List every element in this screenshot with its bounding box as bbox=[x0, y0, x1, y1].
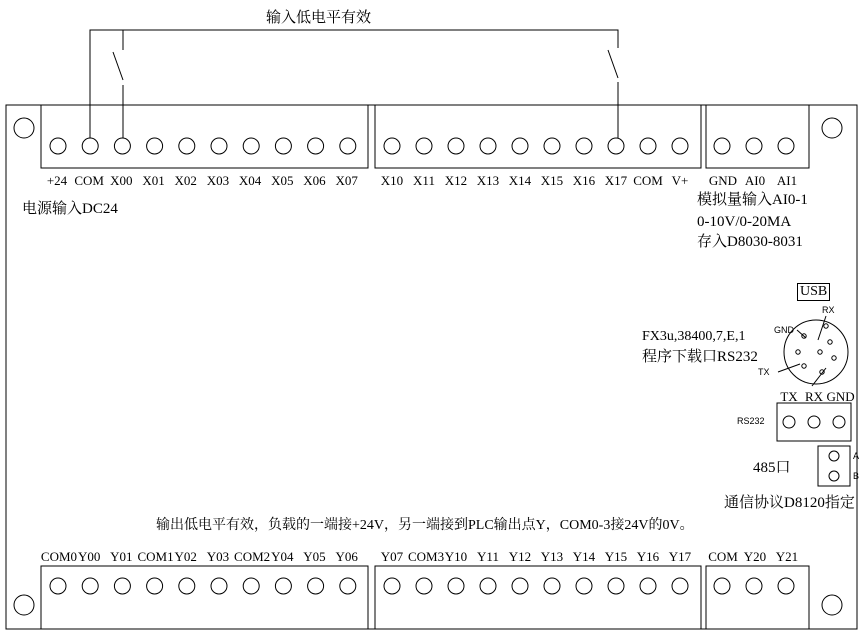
pin-label: Y13 bbox=[540, 549, 564, 564]
pin-label: X12 bbox=[444, 173, 468, 188]
input-block1-screw-0 bbox=[50, 138, 66, 154]
pin-label: GND bbox=[826, 389, 855, 404]
mini-din-rx-label: RX bbox=[822, 305, 835, 315]
input-block1-screw-9 bbox=[340, 138, 356, 154]
output-block1-screw-6 bbox=[243, 578, 259, 594]
input-block1-screw-6 bbox=[243, 138, 259, 154]
output-block2-screw-4 bbox=[512, 578, 528, 594]
output-block1-labels bbox=[41, 549, 363, 565]
pin-label: X02 bbox=[174, 173, 197, 188]
output-block2 bbox=[375, 566, 701, 629]
mini-din-tx-label: TX bbox=[758, 367, 770, 377]
output-block2-housing bbox=[375, 566, 701, 629]
pin-label: Y00 bbox=[77, 549, 101, 564]
download-port-note: 程序下载口RS232 bbox=[642, 349, 758, 365]
pin-label: GND bbox=[708, 173, 738, 188]
pin-label: Y07 bbox=[380, 549, 404, 564]
input-block1-screw-2 bbox=[114, 138, 130, 154]
analog-block-housing bbox=[706, 105, 809, 168]
pin-label: Y10 bbox=[444, 549, 468, 564]
output-block2-screw-3 bbox=[480, 578, 496, 594]
output-block1-housing bbox=[41, 566, 368, 629]
rs232-terminal bbox=[777, 403, 851, 441]
input-block1-screw-5 bbox=[211, 138, 227, 154]
analog-block-labels bbox=[707, 173, 803, 189]
pin-label: X04 bbox=[238, 173, 262, 188]
pin-label: Y16 bbox=[636, 549, 660, 564]
pin-label: Y06 bbox=[335, 549, 358, 564]
output-block1-screw-2 bbox=[114, 578, 130, 594]
output-block1-screw-8 bbox=[308, 578, 324, 594]
input-block2-screw-3 bbox=[480, 138, 496, 154]
output-block2-screw-0 bbox=[384, 578, 400, 594]
input-block2-screw-8 bbox=[640, 138, 656, 154]
pin-label: X16 bbox=[572, 173, 596, 188]
output-block3-labels bbox=[707, 549, 803, 565]
pin-label: COM1 bbox=[137, 549, 174, 564]
input-block1-screw-8 bbox=[308, 138, 324, 154]
pin-label: X05 bbox=[271, 173, 294, 188]
pin-label: Y03 bbox=[206, 549, 230, 564]
analog-block bbox=[706, 105, 809, 168]
input-block2 bbox=[375, 105, 701, 168]
pin-label: Y14 bbox=[572, 549, 596, 564]
output-block2-screw-2 bbox=[448, 578, 464, 594]
input-block1-labels bbox=[41, 173, 363, 189]
rs485-pin-a: A bbox=[853, 451, 860, 461]
output-block1-screw-9 bbox=[340, 578, 356, 594]
rs485-label: 485口 bbox=[753, 460, 791, 476]
rs232-label: RS232 bbox=[737, 416, 765, 426]
output-block1-screw-5 bbox=[211, 578, 227, 594]
input-block2-housing bbox=[375, 105, 701, 168]
pin-label: X03 bbox=[206, 173, 230, 188]
output-block1 bbox=[41, 566, 368, 629]
mounting-hole-bl bbox=[14, 595, 34, 615]
output-block1-screw-3 bbox=[147, 578, 163, 594]
pin-label: RX bbox=[804, 389, 824, 404]
input-block2-labels bbox=[376, 173, 696, 189]
pin-label: COM2 bbox=[234, 549, 271, 564]
pin-label: COM bbox=[74, 173, 104, 188]
output-block2-screw-8 bbox=[640, 578, 656, 594]
pin-label: COM bbox=[708, 549, 738, 564]
output-block2-screw-5 bbox=[544, 578, 560, 594]
pin-label: Y17 bbox=[668, 549, 692, 564]
pin-label: V+ bbox=[671, 173, 689, 188]
pin-label: TX bbox=[780, 389, 798, 404]
input-block2-screw-1 bbox=[416, 138, 432, 154]
analog-note-line2: 0-10V/0-20MA bbox=[697, 214, 792, 230]
input-block1-screw-1 bbox=[82, 138, 98, 154]
pin-label: AI0 bbox=[744, 173, 766, 188]
pin-label: COM bbox=[633, 173, 663, 188]
pin-label: X06 bbox=[303, 173, 326, 188]
input-block1-screw-7 bbox=[275, 138, 291, 154]
pin-label: X13 bbox=[476, 173, 500, 188]
rs232-pin-labels bbox=[777, 389, 855, 405]
pin-label: X17 bbox=[604, 173, 628, 188]
input-block2-screw-4 bbox=[512, 138, 528, 154]
protocol-note: 通信协议D8120指定 bbox=[724, 495, 855, 511]
output-block1-screw-7 bbox=[275, 578, 291, 594]
output-block3-screw-2 bbox=[778, 578, 794, 594]
pin-label: X10 bbox=[380, 173, 404, 188]
pin-label: X11 bbox=[413, 173, 435, 188]
input-block1-screw-3 bbox=[147, 138, 163, 154]
pin-label: Y20 bbox=[743, 549, 767, 564]
output-block1-screw-0 bbox=[50, 578, 66, 594]
pin-label: Y02 bbox=[174, 549, 197, 564]
pin-label: Y05 bbox=[303, 549, 326, 564]
pin-label: Y04 bbox=[271, 549, 294, 564]
analog-block-screw-1 bbox=[746, 138, 762, 154]
rs485-terminal bbox=[818, 446, 850, 486]
pin-label: X00 bbox=[110, 173, 133, 188]
output-block3 bbox=[706, 566, 809, 629]
input-block2-screw-5 bbox=[544, 138, 560, 154]
output-block1-screw-4 bbox=[179, 578, 195, 594]
output-active-low-note: 输出低电平有效，负载的一端接+24V，另一端接到PLC输出点Y，COM0-3接24V的0V。 bbox=[156, 518, 694, 533]
analog-block-screw-0 bbox=[714, 138, 730, 154]
output-block2-screw-7 bbox=[608, 578, 624, 594]
input-block2-screw-9 bbox=[672, 138, 688, 154]
mini-din-gnd-label: GND bbox=[774, 325, 794, 335]
output-block2-screw-1 bbox=[416, 578, 432, 594]
input-block2-screw-0 bbox=[384, 138, 400, 154]
pin-label: COM0 bbox=[40, 549, 78, 564]
pin-label: Y01 bbox=[110, 549, 133, 564]
power-input-note: 电源输入DC24 bbox=[22, 201, 118, 217]
output-block2-screw-9 bbox=[672, 578, 688, 594]
pin-label: Y11 bbox=[477, 549, 499, 564]
mounting-hole-tl bbox=[14, 118, 34, 138]
download-params: FX3u,38400,7,E,1 bbox=[642, 329, 746, 344]
output-block2-screw-6 bbox=[576, 578, 592, 594]
pin-label: X01 bbox=[142, 173, 165, 188]
pin-label: Y21 bbox=[775, 549, 799, 564]
pin-label: Y15 bbox=[604, 549, 628, 564]
input-block2-screw-7 bbox=[608, 138, 624, 154]
output-block2-labels bbox=[376, 549, 696, 565]
pin-label: COM3 bbox=[408, 549, 445, 564]
mounting-hole-br bbox=[822, 595, 842, 615]
input-switch-wiring bbox=[90, 30, 618, 138]
pin-label: X15 bbox=[540, 173, 564, 188]
analog-note-line3: 存入D8030-8031 bbox=[697, 234, 803, 250]
output-block3-screw-1 bbox=[746, 578, 762, 594]
pin-label: +24 bbox=[46, 173, 68, 188]
pin-label: X14 bbox=[508, 173, 532, 188]
pin-label: AI1 bbox=[776, 173, 798, 188]
input-block2-screw-6 bbox=[576, 138, 592, 154]
analog-note-line1: 模拟量输入AI0-1 bbox=[697, 192, 808, 208]
mounting-hole-tr bbox=[822, 118, 842, 138]
output-block3-screw-0 bbox=[714, 578, 730, 594]
input-active-low-note: 输入低电平有效 bbox=[266, 10, 372, 26]
output-block3-housing bbox=[706, 566, 809, 629]
pin-label: X07 bbox=[335, 173, 358, 188]
output-block1-screw-1 bbox=[82, 578, 98, 594]
input-block2-screw-2 bbox=[448, 138, 464, 154]
input-block1-screw-4 bbox=[179, 138, 195, 154]
pin-label: Y12 bbox=[508, 549, 532, 564]
analog-block-screw-2 bbox=[778, 138, 794, 154]
rs485-pin-b: B bbox=[853, 471, 860, 481]
usb-label: USB bbox=[797, 283, 830, 301]
